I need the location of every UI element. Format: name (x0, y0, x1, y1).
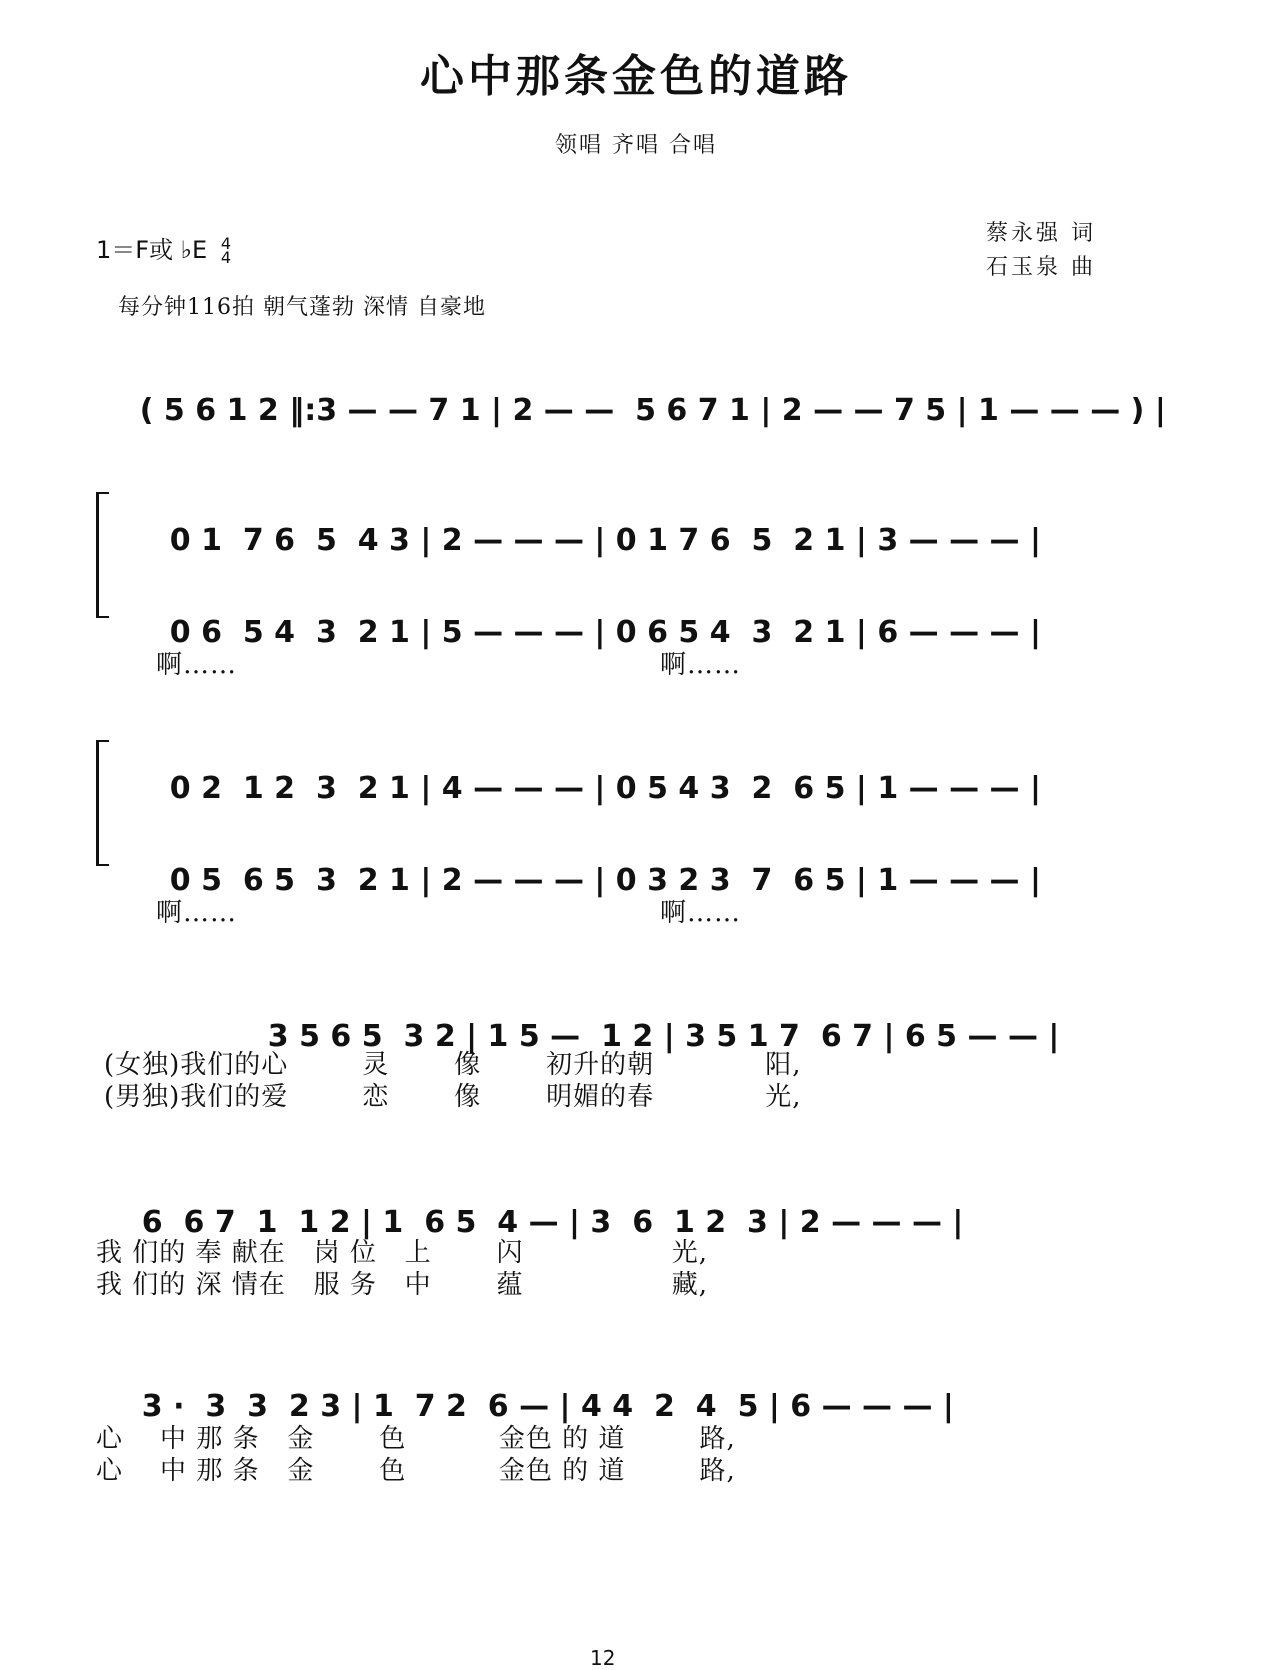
notation-text: 3 · 3 3 2 3 | 1 7 2 6 — | 4 4 2 4 5 | 6 — — — | (141, 1389, 954, 1424)
performance-forms: 领唱 齐唱 合唱 (555, 133, 717, 158)
lyric-verse-1: (女独)我们的心 灵 像 初升的朝 阳, (104, 1050, 802, 1080)
notation-line-6 (226, 984, 1118, 1054)
lyric-ah: 啊…… (156, 650, 238, 680)
time-signature: 4 4 (220, 234, 232, 267)
lyric-ah: 啊…… (156, 898, 238, 928)
tempo-marking: 每分钟116拍 朝气蓬勃 深情 自豪地 (118, 295, 486, 320)
lyricist-credit: 蔡永强 词 (986, 221, 1096, 246)
lyric-verse-1: 我 们的 奉 献在 岗 位 上 闪 光, (96, 1238, 708, 1268)
part-brace (96, 492, 109, 618)
lyric-verse-2: 心 中 那 条 金 色 金色 的 道 路, (96, 1456, 736, 1486)
notation-line-8 (100, 1354, 1140, 1424)
song-title: 心中那条金色的道路 (420, 51, 852, 102)
notation-line-2 (128, 488, 1118, 558)
key-signature: 1＝F或 ♭E (96, 236, 208, 264)
notation-text: 0 1 7 6 5 4 3 | 2 — — — | 0 1 7 6 5 2 1 | 3 — — — | (169, 523, 1041, 558)
notation-text: 0 6 5 4 3 2 1 | 5 — — — | 0 6 5 4 3 2 1 | 6 — — — | (169, 615, 1041, 650)
notation-line-7 (100, 1170, 1110, 1240)
notation-line-4 (128, 736, 1118, 806)
notation-text: 6 6 7 1 1 2 | 1 6 5 4 — | 3 6 1 2 3 | 2 — — — | (141, 1205, 964, 1240)
page-number: 12 (590, 1646, 616, 1670)
lyric-verse-1: 心 中 那 条 金 色 金色 的 道 路, (96, 1424, 736, 1454)
notation-text: 0 2 1 2 3 2 1 | 4 — — — | 0 5 4 3 2 6 5 | 1 — — — | (169, 771, 1041, 806)
lyric-verse-2: (男独)我们的爱 恋 像 明媚的春 光, (104, 1082, 802, 1112)
key-and-time-signature (96, 230, 231, 265)
lyric-ah: 啊…… (660, 898, 742, 928)
notation-line-3 (128, 580, 1118, 650)
lyric-ah: 啊…… (660, 650, 742, 680)
notation-text: 3 5 6 5 3 2 | 1 5 — 1 2 | 3 5 1 7 6 7 | 6 5 — — | (267, 1019, 1060, 1054)
composer-credit: 石玉泉 曲 (986, 255, 1096, 280)
lyric-verse-2: 我 们的 深 情在 服 务 中 蕴 藏, (96, 1270, 708, 1300)
notation-line-1 (98, 358, 1166, 428)
part-brace (96, 740, 109, 866)
notation-line-5 (128, 828, 1118, 898)
notation-text: ( 5 6 1 2 ‖:3 — — 7 1 | 2 — — 5 6 7 1 | 2 — — 7 5 | 1 — — — ) | (139, 393, 1166, 428)
notation-text: 0 5 6 5 3 2 1 | 2 — — — | 0 3 2 3 7 6 5 | 1 — — — | (169, 863, 1041, 898)
